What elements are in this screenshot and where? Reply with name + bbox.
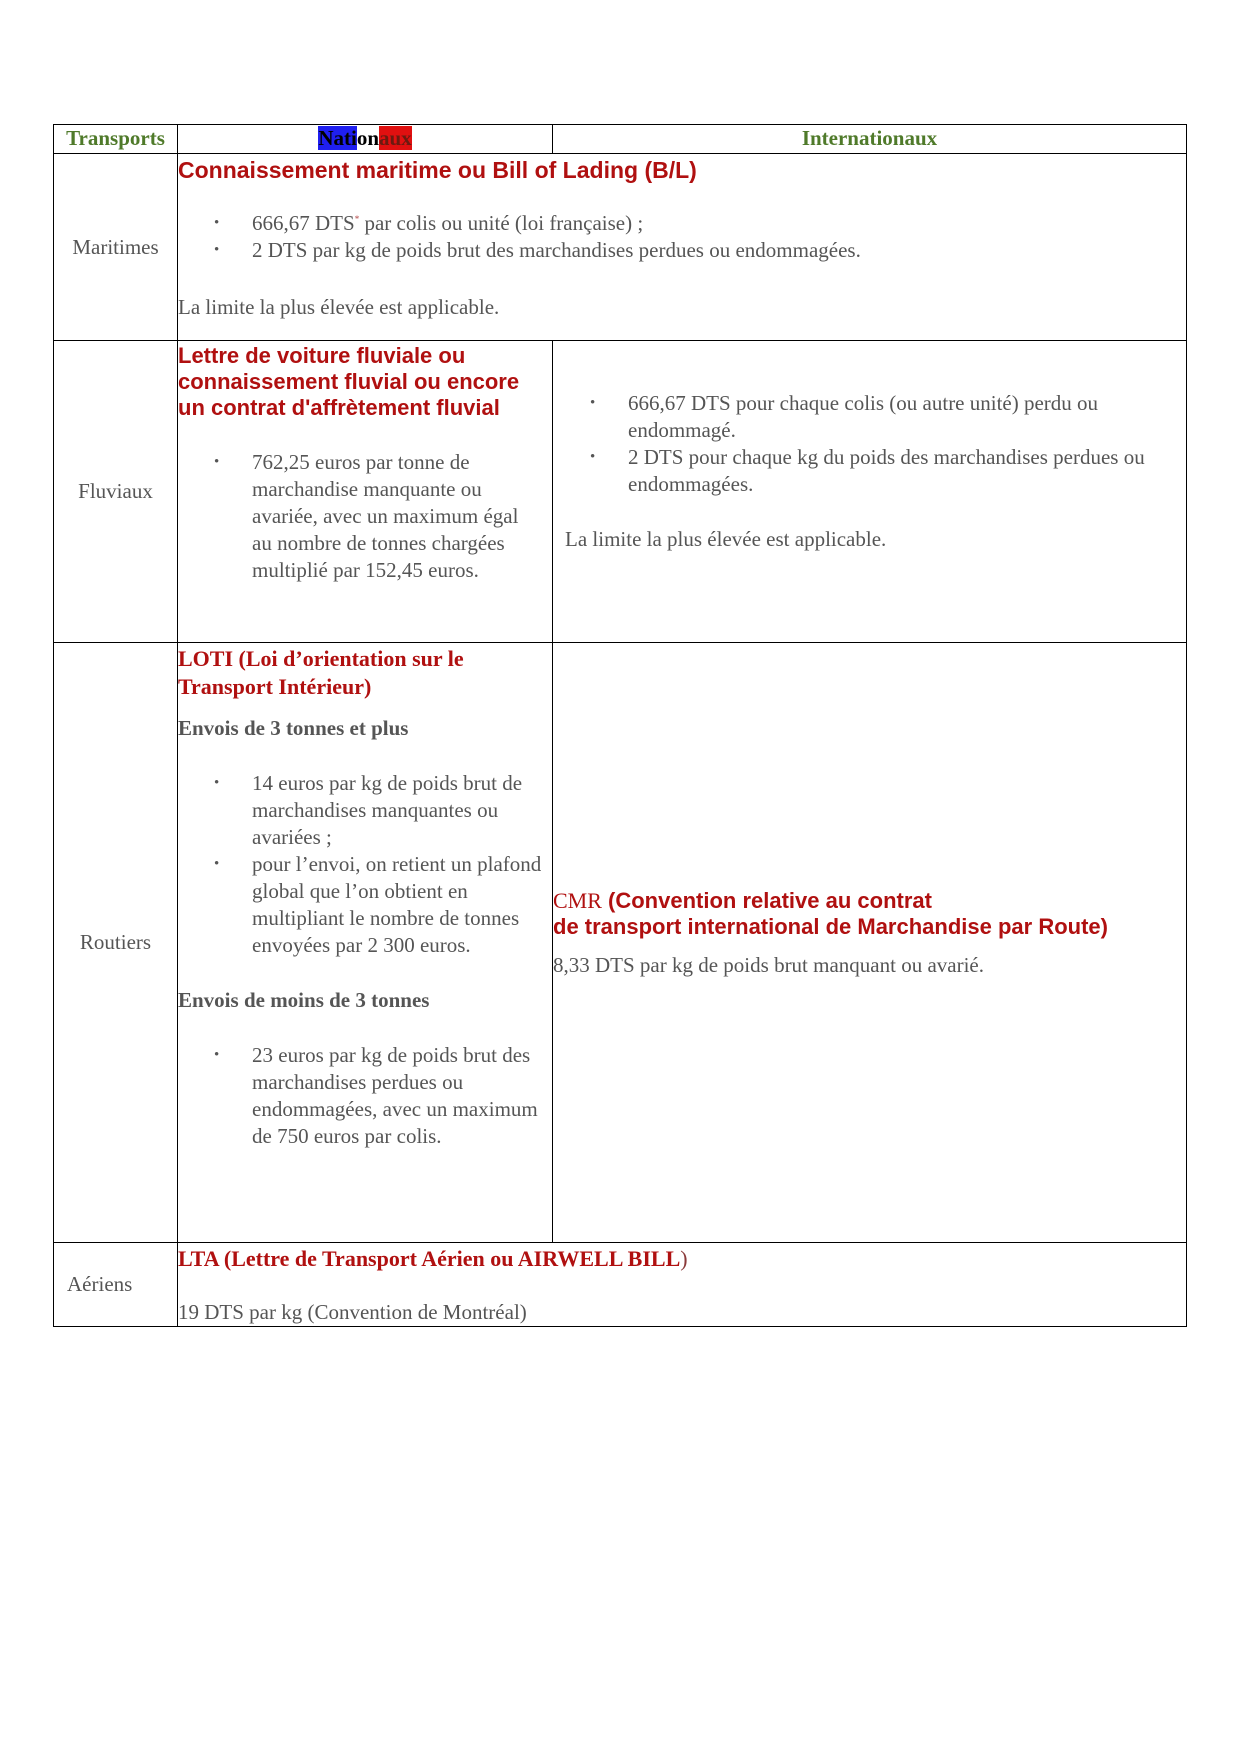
routiers-int-title: CMR (Convention relative au contrat de transport international de Marchandise par Route) [553,888,1108,939]
routiers-list-1 [178,770,552,959]
maritimes-content [178,154,1187,341]
row-fluviaux [54,341,1187,643]
header-row [54,125,1187,154]
list-item: • 2 DTS pour chaque kg du poids des marchandises perdues ou endommagées. [628,444,1170,498]
fluviaux-international [553,341,1187,643]
routiers-national [178,643,553,1243]
row-label-routiers: Routiers [54,643,178,1243]
list-item: • pour l’envoi, on retient un plafond global que l’on obtient en multipliant le nombre de tonnes envoyées par 2 300 euros. [252,851,552,959]
row-label-maritimes: Maritimes [54,154,178,341]
routiers-international [553,643,1187,1243]
list-item: • 23 euros par kg de poids brut des marchandises perdues ou endommagées, avec un maximum de 750 euros par colis. [252,1042,538,1150]
row-label-aeriens: Aériens [54,1243,178,1327]
row-routiers [54,643,1187,1243]
fluviaux-international-list [553,390,1186,498]
routiers-title: LOTI (Loi d’orientation sur le Transport Intérieur) [178,646,464,699]
row-maritimes [54,154,1187,341]
list-item: • 14 euros par kg de poids brut de marchandises manquantes ou avariées ; [252,770,552,851]
aeriens-content [178,1243,1187,1327]
fluviaux-national [178,341,553,643]
header-transports: Transports [54,125,178,154]
flag-colored-label: Nationaux [318,126,412,150]
fluviaux-national-list [178,449,552,584]
list-item: • 666,67 DTS pour chaque colis (ou autre unité) perdu ou endommagé. [628,390,1170,444]
maritimes-list [178,210,1186,264]
aeriens-title: LTA (Lettre de Transport Aérien ou AIRWELL BILL) [178,1246,688,1271]
list-item: • 666,67 DTS* par colis ou unité (loi française) ; [252,210,1186,237]
routiers-subtitle-1: Envois de 3 tonnes et plus [178,716,409,740]
fluviaux-title: Lettre de voiture fluviale ou connaissement fluvial ou encore un contrat d'affrètement fluvial [178,343,520,420]
routiers-subtitle-2: Envois de moins de 3 tonnes [178,988,430,1012]
header-nationaux [178,125,553,154]
row-label-fluviaux: Fluviaux [54,341,178,643]
aeriens-text: 19 DTS par kg (Convention de Montréal) [178,1300,527,1324]
routiers-int-text: 8,33 DTS par kg de poids brut manquant ou avarié. [553,953,984,977]
maritimes-title: Connaissement maritime ou Bill of Lading (B/L) [178,157,697,183]
header-internationaux: Internationaux [553,125,1187,154]
list-item: • 762,25 euros par tonne de marchandise manquante ou avariée, avec un maximum égal au nombre de tonnes chargées multiplié par 152,45 euros. [252,449,538,584]
row-aeriens [54,1243,1187,1327]
fluviaux-note: La limite la plus élevée est applicable. [565,527,887,551]
maritimes-note: La limite la plus élevée est applicable. [178,295,500,319]
footnote-marker: * [354,214,360,224]
transport-liability-table [53,124,1187,1327]
routiers-list-2 [178,1042,552,1150]
list-item: • 2 DTS par kg de poids brut des marchandises perdues ou endommagées. [252,237,1186,264]
